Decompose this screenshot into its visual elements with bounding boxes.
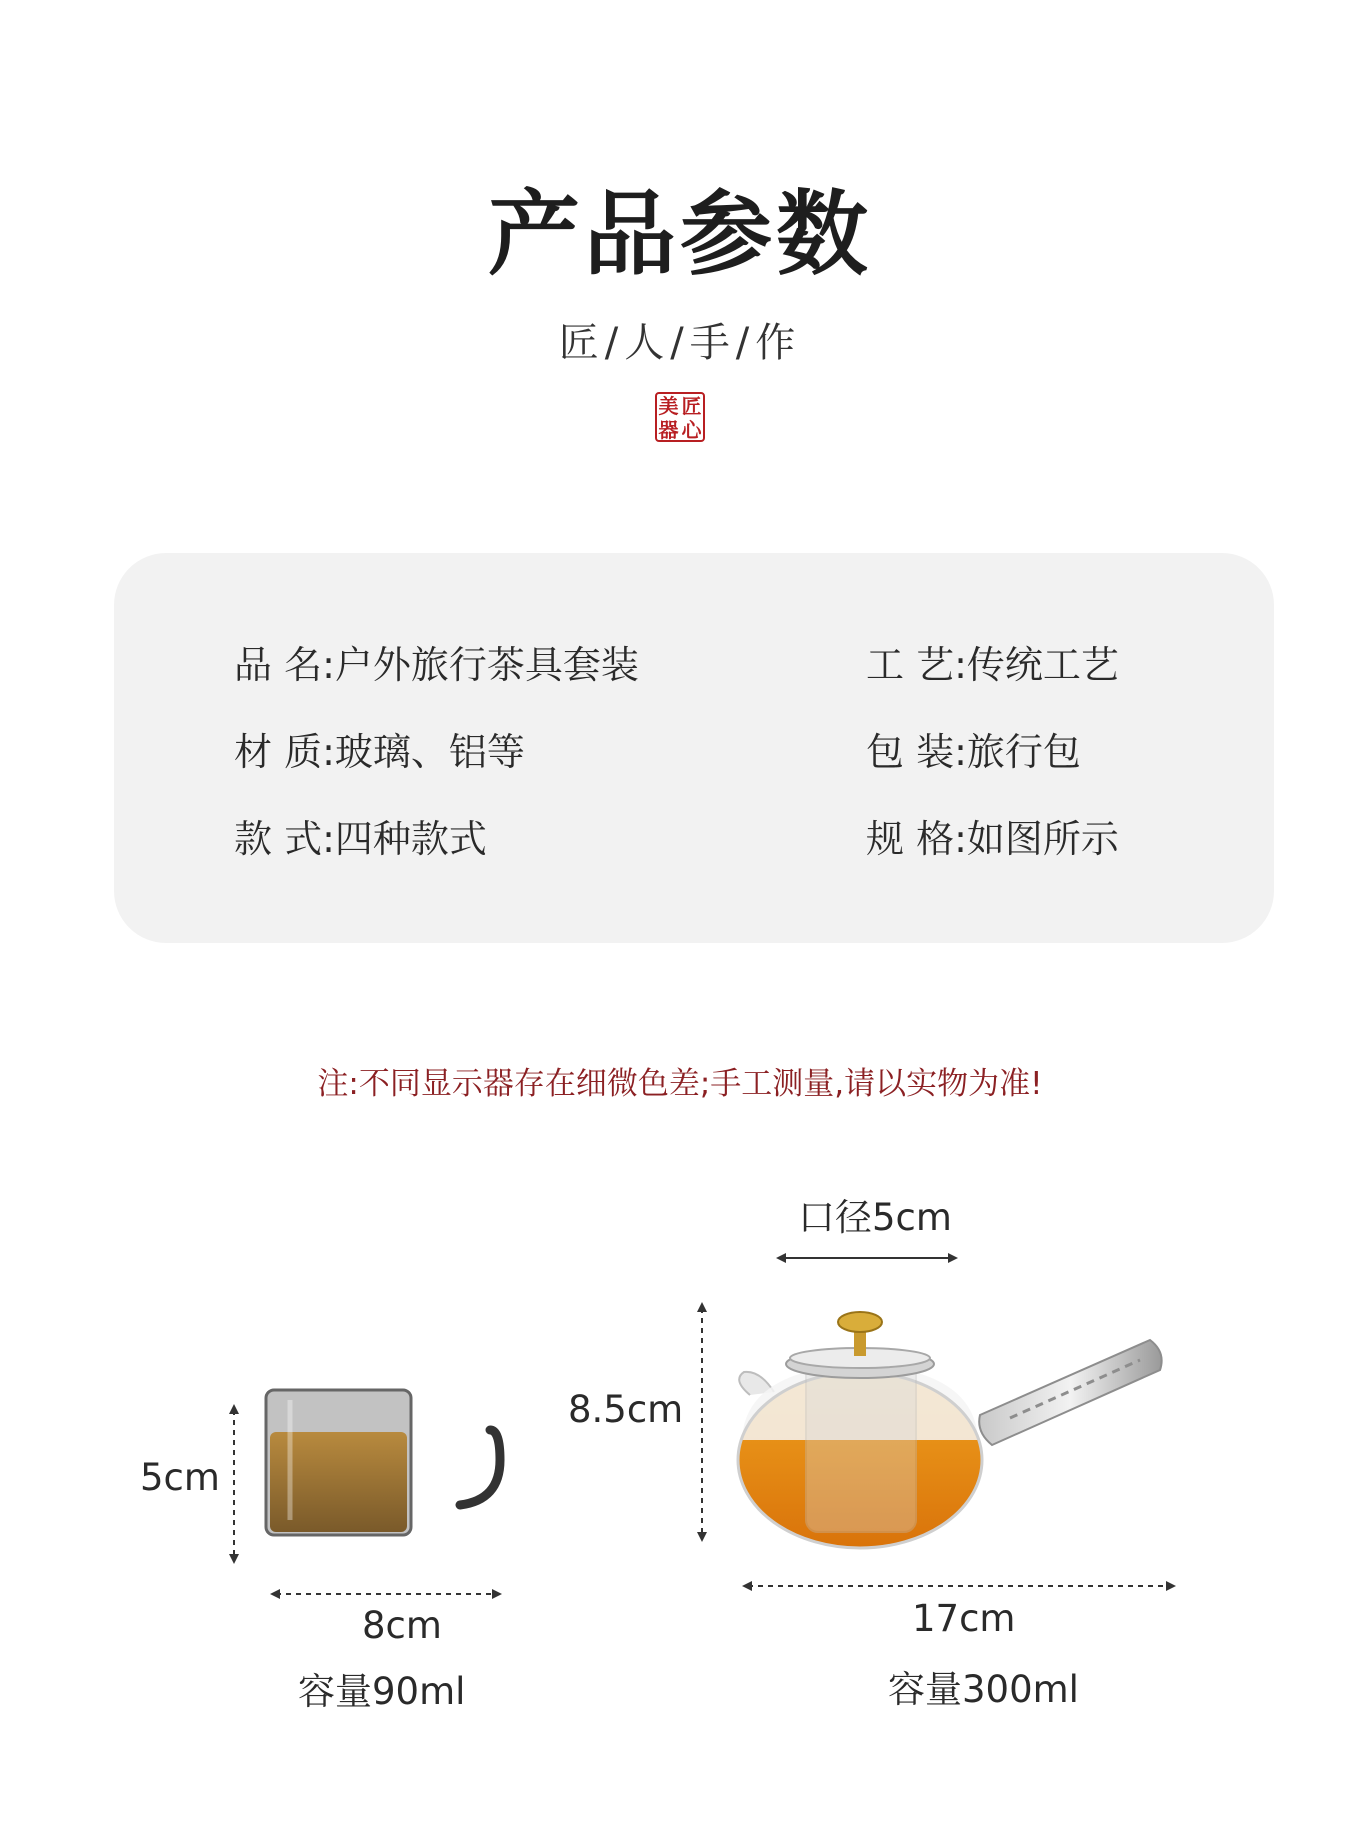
spec-label: 品 名: <box>234 643 335 687</box>
page-title: 产品参数 <box>487 181 872 288</box>
spec-row-style <box>234 814 487 864</box>
teapot-capacity: 容量300ml <box>888 1668 1079 1711</box>
spec-row-name <box>234 640 639 690</box>
seal-char: 心 <box>681 418 702 442</box>
spec-value: 玻璃、铝等 <box>334 730 525 774</box>
teapot-width-label: 17cm <box>912 1597 1016 1640</box>
spec-value: 传统工艺 <box>966 643 1119 687</box>
disclaimer-note: 注:不同显示器存在细微色差;手工测量,请以实物为准! <box>317 1066 1043 1102</box>
cup-height-label: 5cm <box>140 1456 220 1499</box>
spec-label: 材 质: <box>234 730 335 774</box>
teapot-mouth-label: 口径5cm <box>798 1196 952 1239</box>
spec-label: 包 装: <box>866 730 967 774</box>
spec-value: 如图所示 <box>966 817 1119 861</box>
seal-stamp <box>655 392 705 442</box>
cup-width-label: 8cm <box>362 1604 442 1647</box>
spec-label: 工 艺: <box>866 643 967 687</box>
spec-row-packaging <box>866 727 1081 777</box>
spec-row-craft <box>866 640 1119 690</box>
spec-row-material <box>234 727 525 777</box>
page-subtitle: 匠/人/手/作 <box>558 320 802 366</box>
seal-char: 匠 <box>681 394 702 418</box>
cup-width-line <box>270 1586 502 1602</box>
spec-value: 户外旅行茶具套装 <box>334 643 639 687</box>
teapot-illustration <box>730 1300 1170 1560</box>
spec-value: 旅行包 <box>966 730 1081 774</box>
teapot-mouth-line <box>776 1250 958 1266</box>
spec-value: 四种款式 <box>334 817 487 861</box>
seal-char: 美 <box>658 394 679 418</box>
cup-height-line <box>222 1404 246 1564</box>
spec-label: 规 格: <box>866 817 967 861</box>
seal-char: 器 <box>658 418 679 442</box>
teapot-height-line <box>690 1302 714 1542</box>
teapot-width-line <box>742 1578 1176 1594</box>
cup-capacity: 容量90ml <box>298 1670 466 1713</box>
spec-label: 款 式: <box>234 817 335 861</box>
cup-illustration <box>250 1380 510 1580</box>
teapot-height-label: 8.5cm <box>568 1388 684 1431</box>
spec-row-size <box>866 814 1119 864</box>
